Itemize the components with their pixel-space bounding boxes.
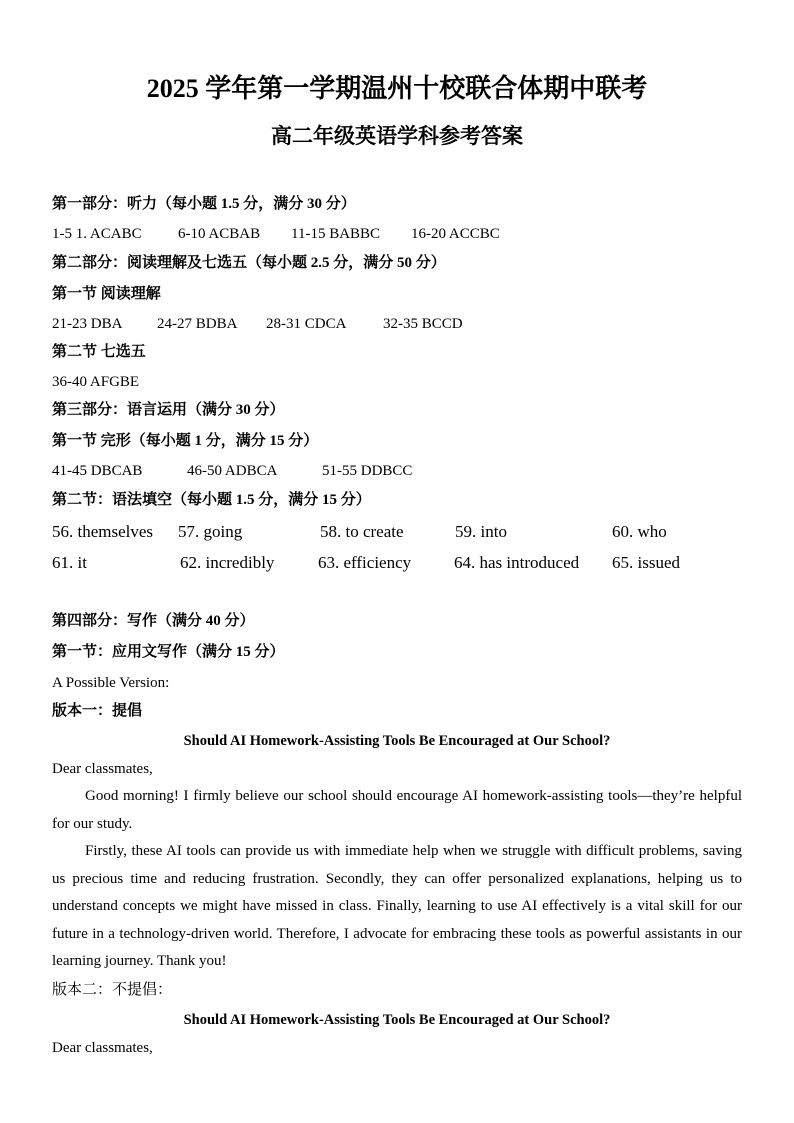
version1-label: 版本一：提倡 [52,703,143,719]
part3-heading: 第三部分：语言运用（满分 30 分） [52,402,285,418]
answer-group: 11-15 BABBC [291,226,381,242]
grammar-answer: 61. it [52,553,87,572]
grammar-answer: 56. themselves [52,522,154,541]
answer-group: 21-23 DBA [52,316,123,332]
answer-group: 24-27 BDBA [157,316,238,332]
grammar-answer: 62. incredibly [180,553,275,572]
grammar-answer: 57. going [178,522,243,541]
grammar-answer: 64. has introduced [454,553,580,572]
version1-essay-title: Should AI Homework-Assisting Tools Be Encouraged at Our School? [183,733,611,749]
possible-version-label: A Possible Version: [52,675,170,691]
answer-group: 41-45 DBCAB [52,463,143,479]
part3-section2-heading: 第二节：语法填空（每小题 1.5 分，满分 15 分） [52,492,371,508]
exam-subtitle: 高二年级英语学科参考答案 [271,124,523,148]
part1-heading: 第一部分：听力（每小题 1.5 分，满分 30 分） [52,196,356,212]
answer-group: 32-35 BCCD [383,316,463,332]
grammar-answer: 59. into [455,522,507,541]
version2-greeting: Dear classmates, [52,1040,153,1056]
version1-paragraph-1: Good morning! I firmly believe our school should encourage AI homework-assisting tools—they’re helpful for our study. [52,788,742,832]
version1-paragraph-2: Firstly, these AI tools can provide us with immediate help when we struggle with difficult problems, saving us precious time and reducing frustration. Secondly, they can offer personalized explanations, helping us to understand concepts we might have missed in class. Finally, learning to use AI effectively is a vital skill for our future in a technology-driven world. Therefore, I advocate for embracing these tools as powerful assistants in our learning journey. Thank you! [52,843,742,969]
exam-title: 2025 学年第一学期温州十校联合体期中联考 [146,74,648,103]
part4-section1-heading: 第一节：应用文写作（满分 15 分） [52,644,285,660]
part2-section2-heading: 第二节 七选五 [52,344,146,360]
part3-section1-heading: 第一节 完形（每小题 1 分，满分 15 分） [52,433,319,449]
answer-group: 28-31 CDCA [266,316,347,332]
version1-greeting: Dear classmates, [52,761,153,777]
answer-group: 36-40 AFGBE [52,374,140,390]
answer-group: 6-10 ACBAB [178,226,261,242]
part2-section1-heading: 第一节 阅读理解 [52,286,161,302]
answer-group: 1-5 1. ACABC [52,226,142,242]
version2-label: 版本二：不提倡： [52,982,173,998]
grammar-answer: 58. to create [320,522,404,541]
grammar-answer: 60. who [612,522,667,541]
grammar-answer: 63. efficiency [318,553,412,572]
answer-group: 46-50 ADBCA [187,463,278,479]
version2-essay-title: Should AI Homework-Assisting Tools Be Encouraged at Our School? [183,1012,611,1028]
part2-heading: 第二部分：阅读理解及七选五（每小题 2.5 分，满分 50 分） [52,255,446,271]
answer-group: 51-55 DDBCC [322,463,413,479]
part4-heading: 第四部分：写作（满分 40 分） [52,613,255,629]
grammar-answer: 65. issued [612,553,680,572]
answer-group: 16-20 ACCBC [411,226,500,242]
